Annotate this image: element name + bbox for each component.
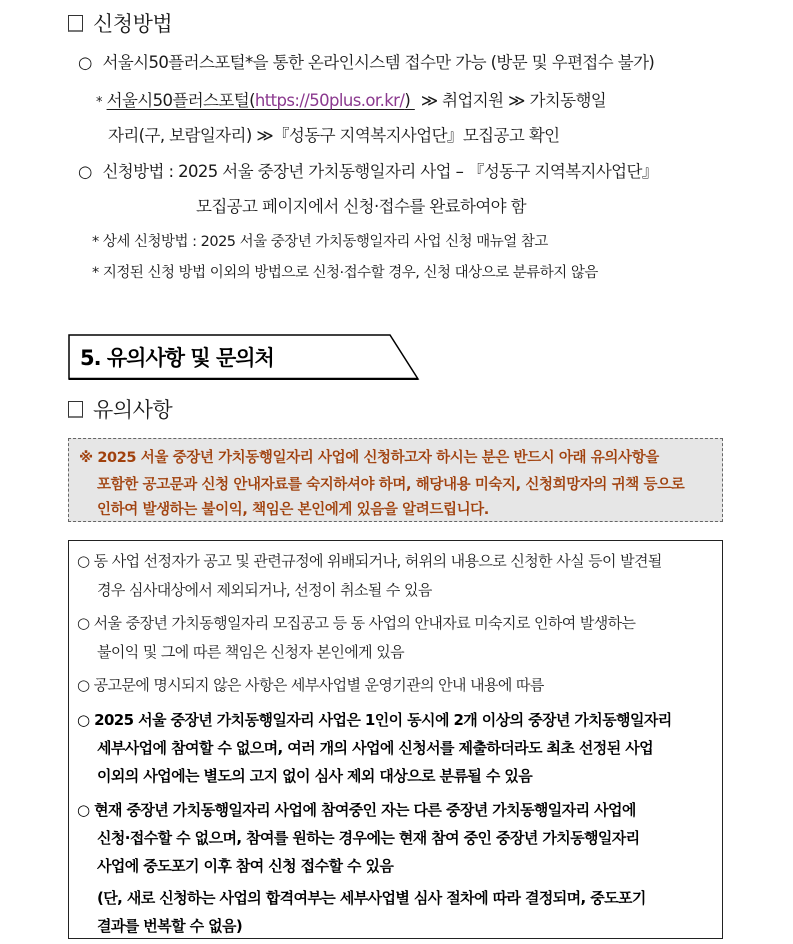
- portal-url[interactable]: https://50plus.or.kr/: [254, 91, 405, 110]
- portal-note-line1: [96, 87, 606, 111]
- apply-method-line1: [78, 158, 658, 182]
- portal-link-label: 서울시50플러스포털(: [106, 91, 255, 110]
- portal-note-line2: 자리(구, 보람일자리) ≫『성동구 지역복지사업단』모집공고 확인: [108, 126, 560, 145]
- section5-title: 5. 유의사항 및 문의처: [80, 346, 274, 370]
- notice-line-2: 포함한 공고문과 신청 안내자료를 숙지하셔야 하며, 해당내용 미숙지, 신청희망자의 귀책 등으로: [97, 477, 685, 493]
- apply-method-line2: 모집공고 페이지에서 신청·접수를 완료하여야 함: [196, 197, 527, 216]
- footnote-other-method: * 지정된 신청 방법 이외의 방법으로 신청·접수할 경우, 신청 대상으로 분류하지 않음: [92, 265, 598, 281]
- portal-path-1: ≫ 취업지원 ≫ 가치동행일: [420, 91, 607, 110]
- rule-3-line-1: ○ 공고문에 명시되지 않은 사항은 세부사업별 운영기관의 안내 내용에 따름: [77, 676, 544, 694]
- portal-link[interactable]: [107, 91, 415, 110]
- precautions-list-box: [68, 540, 723, 939]
- rule-5-line-1: ○ 현재 중장년 가치동행일자리 사업에 참여중인 자는 다른 중장년 가치동행일자리 사업에: [77, 801, 636, 819]
- circle-bullet-icon: ○: [78, 53, 92, 72]
- heading-precautions-text: 유의사항: [93, 398, 173, 422]
- portal-link-close: ): [404, 91, 415, 110]
- square-bullet-icon: [68, 15, 83, 32]
- apply-method-text: 신청방법 : 2025 서울 중장년 가치동행일자리 사업 – 『성동구 지역복지사업단』: [102, 162, 658, 181]
- notice-box: [68, 438, 723, 522]
- rule-4-line-2: 세부사업에 참여할 수 없으며, 여러 개의 사업에 신청서를 제출하더라도 최초 선정된 사업: [97, 739, 653, 757]
- rule-5-line-3: 사업에 중도포기 이후 참여 신청 접수할 수 있음: [97, 857, 394, 875]
- section5-title-tab: [68, 334, 420, 380]
- note-star: *: [96, 95, 102, 110]
- rule-5-line-4: (단, 새로 신청하는 사업의 합격여부는 세부사업별 심사 절차에 따라 결정되며, 중도포기: [97, 889, 646, 907]
- rule-2-line-2: 불이익 및 그에 따른 책임은 신청자 본인에게 있음: [97, 643, 404, 661]
- heading-apply-method-text: 신청방법: [93, 12, 173, 36]
- rule-5-line-5: 결과를 번복할 수 없음): [97, 917, 243, 935]
- apply-online-only-text: 서울시50플러스포털*을 통한 온라인시스템 접수만 가능 (방문 및 우편접수 불가): [102, 53, 655, 72]
- heading-precautions: [68, 394, 172, 424]
- square-bullet-icon: [68, 401, 83, 418]
- rule-1-line-2: 경우 심사대상에서 제외되거나, 선정이 취소될 수 있음: [97, 581, 432, 599]
- rule-5-line-2: 신청·접수할 수 없으며, 참여를 원하는 경우에는 현재 참여 중인 중장년 가치동행일자리: [97, 829, 640, 847]
- rule-4-line-3: 이외의 사업에는 별도의 고지 없이 심사 제외 대상으로 분류될 수 있음: [97, 767, 533, 785]
- apply-online-only: [78, 49, 654, 73]
- circle-bullet-icon: ○: [78, 162, 92, 181]
- footnote-manual: * 상세 신청방법 : 2025 서울 중장년 가치동행일자리 사업 신청 매뉴얼 참고: [92, 234, 548, 250]
- rule-2-line-1: ○ 서울 중장년 가치동행일자리 모집공고 등 동 사업의 안내자료 미숙지로 인하여 발생하는: [77, 614, 636, 632]
- rule-4-line-1: ○ 2025 서울 중장년 가치동행일자리 사업은 1인이 동시에 2개 이상의 중장년 가치동행일자리: [77, 711, 672, 729]
- notice-line-3: 인하여 발생하는 불이익, 책임은 본인에게 있음을 알려드립니다.: [97, 502, 489, 518]
- rule-1-line-1: ○ 동 사업 선정자가 공고 및 관련규정에 위배되거나, 허위의 내용으로 신청한 사실 등이 발견될: [77, 552, 662, 570]
- notice-line-1: ※ 2025 서울 중장년 가치동행일자리 사업에 신청하고자 하시는 분은 반드시 아래 유의사항을: [79, 450, 659, 466]
- heading-apply-method: [68, 8, 172, 38]
